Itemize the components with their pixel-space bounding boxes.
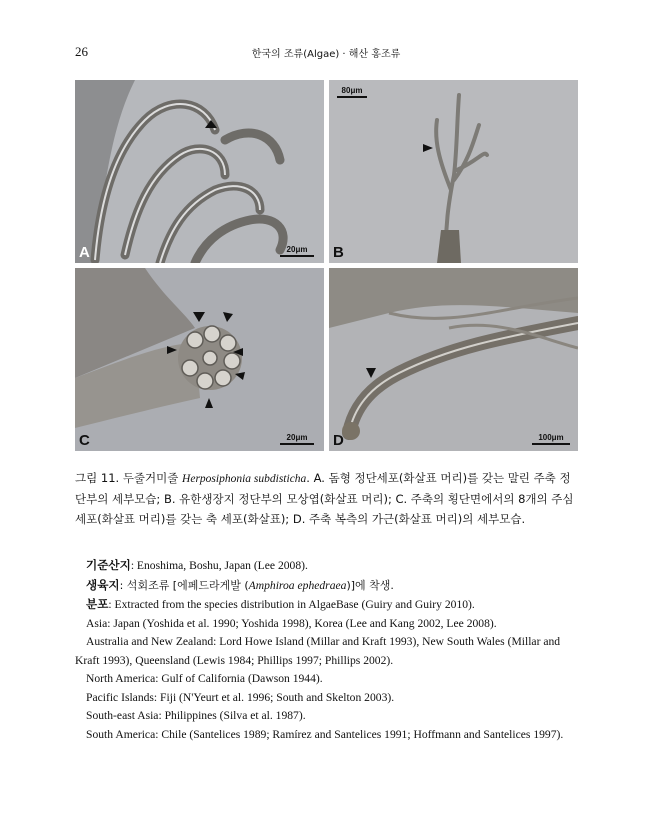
distribution-pacific: Pacific Islands: Fiji (N'Yeurt et al. 1996; South and Skelton 2003). bbox=[86, 690, 395, 704]
species-description bbox=[75, 556, 579, 744]
habitat-species: Amphiroa ephedraea bbox=[248, 578, 347, 592]
micrograph-a bbox=[75, 80, 324, 263]
panel-label-b: B bbox=[333, 244, 344, 261]
scale-label-c: 20μm bbox=[286, 433, 308, 442]
type-locality-para bbox=[75, 556, 579, 576]
page-number: 26 bbox=[75, 44, 88, 59]
panel-label-d: D bbox=[333, 432, 344, 449]
caption-prefix: 그림 11. 두줄거미줄 bbox=[75, 471, 179, 485]
distribution: : Extracted from the species distribution in AlgaeBase (Guiry and Guiry 2010). bbox=[108, 598, 475, 611]
running-title: 한국의 조류(Algae) · 해산 홍조류 bbox=[251, 49, 401, 60]
photo-panel-a bbox=[75, 80, 324, 263]
scale-bar-b bbox=[337, 86, 367, 98]
distribution-para bbox=[75, 595, 579, 615]
panel-label-a: A bbox=[79, 244, 90, 261]
page-header bbox=[75, 44, 577, 60]
habitat-label: 생육지 bbox=[86, 577, 120, 592]
type-locality-label: 기준산지 bbox=[86, 558, 131, 572]
distribution-south-america: South America: Chile (Santelices 1989; Ramírez and Santelices 1991; Hoffmann and Santelices 1997). bbox=[86, 727, 564, 741]
figure-caption bbox=[75, 468, 579, 529]
scale-bar-d bbox=[532, 433, 570, 445]
distribution-asia: Asia: Japan (Yoshida et al. 1990; Yoshida 1998), Korea (Lee and Kang 2002, Lee 2008). bbox=[86, 616, 497, 630]
habitat-post: )]에 착생. bbox=[346, 578, 394, 592]
distribution-australia: Australia and New Zealand: Lord Howe Island (Millar and Kraft 1993), New South Wales (Millar and Kraft 1993), Queensland (Lewis 1984; Phillips 1997; Phillips 2002). bbox=[75, 635, 561, 667]
panel-label-c: C bbox=[79, 432, 90, 449]
type-locality: : Enoshima, Boshu, Japan (Lee 2008). bbox=[130, 559, 308, 572]
scale-bar-a bbox=[280, 245, 314, 257]
micrograph-c bbox=[75, 268, 324, 451]
scale-label-a: 20μm bbox=[286, 245, 308, 254]
photo-panel-d bbox=[329, 268, 578, 451]
photo-panel-c bbox=[75, 268, 324, 451]
distribution-label: 분포 bbox=[86, 597, 109, 611]
micrograph-d bbox=[329, 268, 578, 451]
habitat-pre: : 석회조류 [에페드라게발 ( bbox=[119, 578, 249, 592]
scale-label-d: 100μm bbox=[538, 433, 564, 442]
scale-bar-c bbox=[280, 433, 314, 445]
distribution-southeast-asia: South-east Asia: Philippines (Silva et al. 1987). bbox=[86, 709, 306, 722]
caption-species: Herposiphonia subdisticha bbox=[182, 473, 307, 485]
distribution-north-america: North America: Gulf of California (Dawson 1944). bbox=[86, 672, 323, 685]
scale-label-b: 80μm bbox=[341, 86, 363, 95]
photo-panel-b bbox=[329, 80, 578, 263]
micrograph-b bbox=[329, 80, 578, 263]
caption-text: . A. 돔형 정단세포(화살표 머리)를 갖는 말린 주축 정단부의 세부모습; B. 유한생장지 정단부의 모상엽(화살표 머리); C. 주축의 횡단면에서의 8개의 주심세포(화살표 머리)를 갖는 축 세포(화살표); D. 주축 복측의 가근(화살표 머리)의 세부모습. bbox=[75, 471, 574, 526]
habitat-para bbox=[75, 576, 579, 596]
